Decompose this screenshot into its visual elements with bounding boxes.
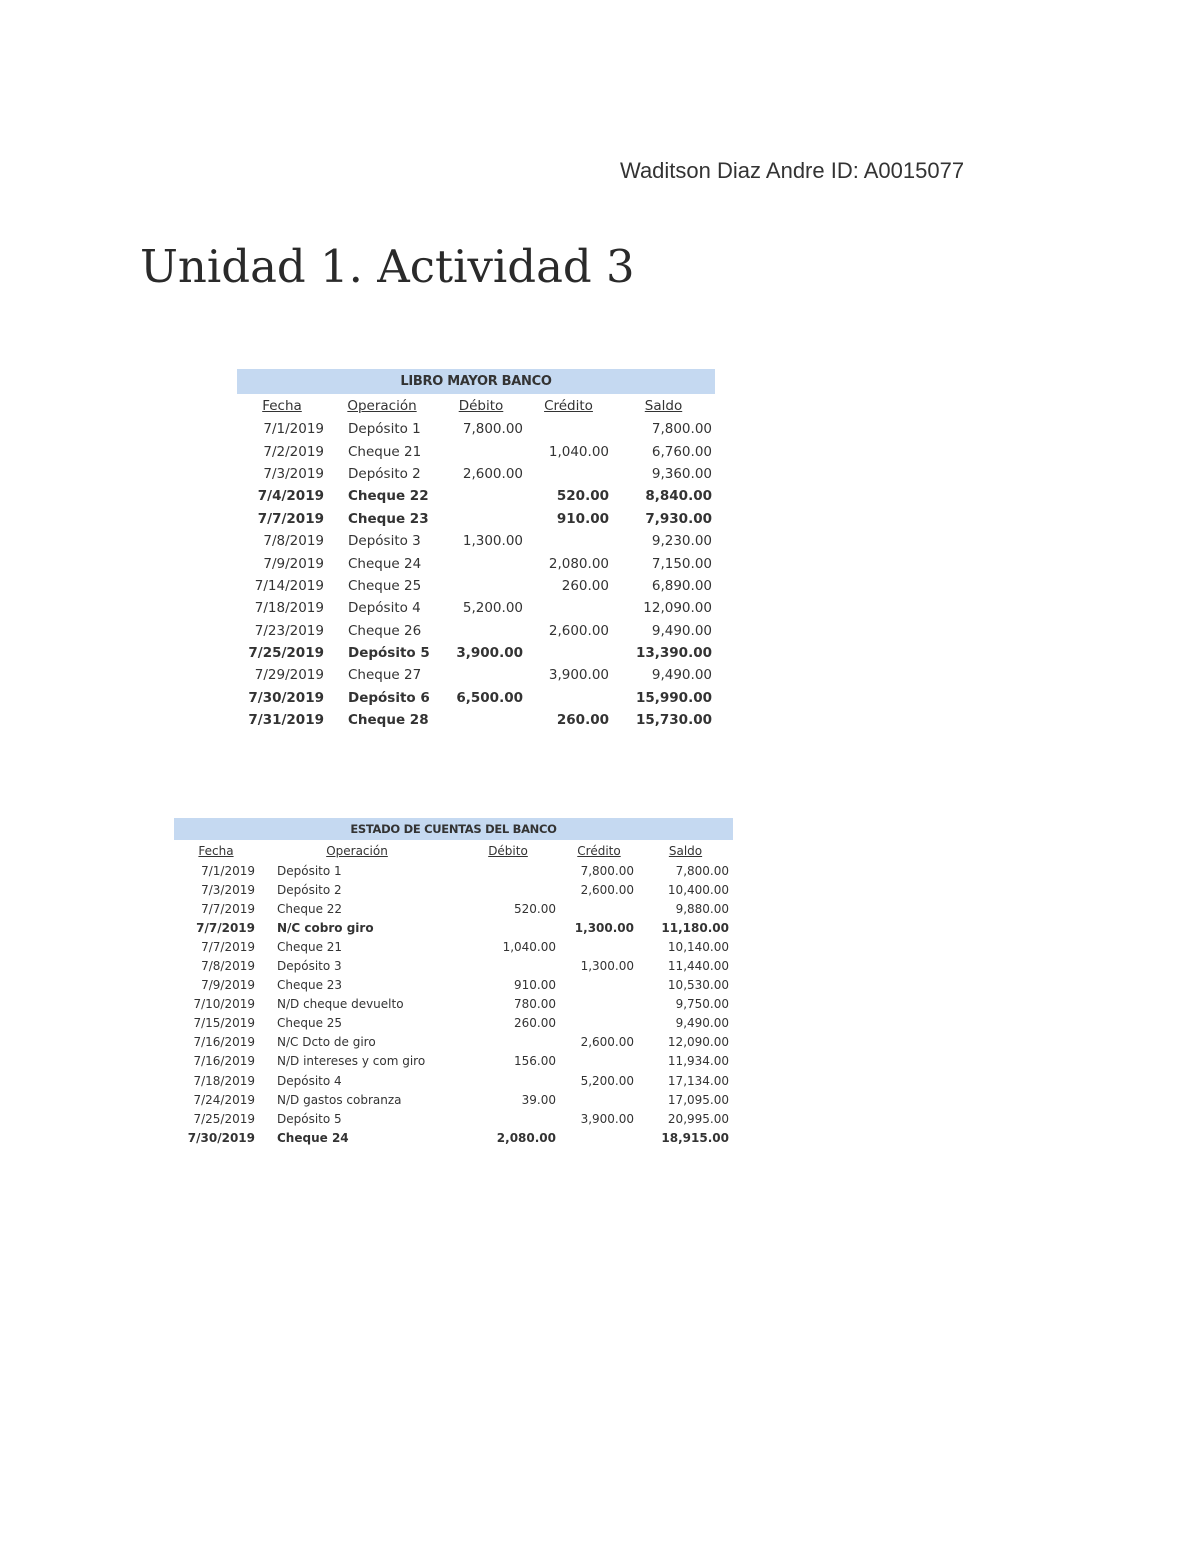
credit-cell: 1,300.00 — [574, 920, 634, 935]
table-row — [237, 620, 715, 642]
date-cell: 7/30/2019 — [187, 1130, 255, 1145]
debit-cell — [437, 508, 525, 530]
credit-cell — [560, 899, 638, 918]
table-row — [174, 1090, 733, 1109]
balance-cell: 10,140.00 — [667, 939, 729, 954]
balance-cell: 11,180.00 — [661, 920, 729, 935]
date-cell: 7/1/2019 — [201, 863, 255, 878]
operation-cell: Cheque 24 — [277, 1130, 349, 1145]
debit-cell — [437, 440, 525, 462]
date-cell: 7/18/2019 — [254, 600, 324, 617]
credit-cell — [525, 530, 612, 552]
table-row — [237, 709, 715, 731]
credit-cell — [525, 597, 612, 619]
operation-cell: Cheque 28 — [348, 712, 429, 729]
date-cell: 7/16/2019 — [193, 1054, 255, 1069]
operation-cell: N/D gastos cobranza — [277, 1092, 402, 1107]
table-row — [237, 597, 715, 619]
credit-cell — [560, 937, 638, 956]
debit-cell — [437, 620, 525, 642]
column-header-fecha: Fecha — [198, 843, 234, 858]
debit-cell — [456, 1071, 560, 1090]
date-cell: 7/2/2019 — [263, 443, 324, 460]
balance-cell: 11,934.00 — [667, 1054, 729, 1069]
operation-cell: Cheque 27 — [348, 667, 422, 684]
date-cell: 7/24/2019 — [193, 1092, 255, 1107]
balance-cell: 18,915.00 — [661, 1130, 729, 1145]
table-row — [237, 687, 715, 709]
date-cell: 7/1/2019 — [263, 421, 324, 438]
debit-cell: 5,200.00 — [462, 600, 523, 617]
debit-cell — [456, 918, 560, 937]
table-row — [174, 861, 733, 880]
debit-cell — [456, 861, 560, 880]
balance-cell: 17,134.00 — [667, 1073, 729, 1088]
credit-cell: 3,900.00 — [580, 1111, 634, 1126]
operation-cell: Cheque 23 — [348, 510, 429, 527]
date-cell: 7/7/2019 — [257, 510, 324, 527]
estado-cuentas-rows — [174, 861, 733, 1147]
balance-cell: 9,230.00 — [651, 533, 712, 550]
operation-cell: Depósito 3 — [348, 533, 421, 550]
debit-cell — [456, 880, 560, 899]
credit-cell: 5,200.00 — [580, 1073, 634, 1088]
credit-cell: 910.00 — [556, 510, 609, 527]
debit-cell — [437, 709, 525, 731]
operation-cell: Cheque 22 — [348, 488, 429, 505]
libro-mayor-rows — [237, 418, 715, 731]
date-cell: 7/31/2019 — [248, 712, 324, 729]
debit-cell: 1,300.00 — [462, 533, 523, 550]
debit-cell — [437, 664, 525, 686]
table-row — [174, 918, 733, 937]
date-cell: 7/25/2019 — [193, 1111, 255, 1126]
table-row — [174, 995, 733, 1014]
credit-cell: 2,600.00 — [580, 882, 634, 897]
balance-cell: 12,090.00 — [667, 1035, 729, 1050]
column-header-credito: Crédito — [544, 398, 593, 414]
operation-cell: Depósito 2 — [348, 465, 421, 482]
credit-cell: 520.00 — [556, 488, 609, 505]
operation-cell: Depósito 1 — [277, 863, 342, 878]
operation-cell: Cheque 23 — [277, 978, 343, 993]
operation-cell: Depósito 6 — [348, 689, 430, 706]
credit-cell — [525, 687, 612, 709]
date-cell: 7/7/2019 — [201, 939, 255, 954]
date-cell: 7/3/2019 — [201, 882, 255, 897]
operation-cell: Cheque 26 — [348, 622, 422, 639]
table-row — [174, 1014, 733, 1033]
balance-cell: 10,530.00 — [667, 978, 729, 993]
debit-cell — [456, 956, 560, 975]
balance-cell: 15,730.00 — [635, 712, 712, 729]
table-row — [237, 530, 715, 552]
balance-cell: 11,440.00 — [667, 959, 729, 974]
balance-cell: 9,750.00 — [675, 997, 729, 1012]
operation-cell: N/D cheque devuelto — [277, 997, 404, 1012]
operation-cell: N/D intereses y com giro — [277, 1054, 426, 1069]
table-row — [237, 418, 715, 440]
column-header-credito: Crédito — [577, 843, 621, 858]
operation-cell: Depósito 4 — [348, 600, 421, 617]
operation-cell: Cheque 25 — [348, 577, 422, 594]
balance-cell: 15,990.00 — [635, 689, 712, 706]
table-row — [237, 440, 715, 462]
debit-cell: 6,500.00 — [456, 689, 523, 706]
credit-cell — [560, 1014, 638, 1033]
debit-cell: 39.00 — [521, 1092, 556, 1107]
date-cell: 7/8/2019 — [263, 533, 324, 550]
debit-cell: 156.00 — [514, 1054, 556, 1069]
libro-mayor-table — [237, 369, 715, 731]
column-header-operacion: Operación — [347, 398, 417, 414]
balance-cell: 20,995.00 — [667, 1111, 729, 1126]
credit-cell: 2,600.00 — [580, 1035, 634, 1050]
operation-cell: N/C cobro giro — [277, 920, 374, 935]
credit-cell: 7,800.00 — [580, 863, 634, 878]
balance-cell: 7,800.00 — [651, 421, 712, 438]
table-row — [174, 956, 733, 975]
table-row — [174, 1128, 733, 1147]
credit-cell — [560, 976, 638, 995]
date-cell: 7/9/2019 — [263, 555, 324, 572]
date-cell: 7/3/2019 — [263, 465, 324, 482]
date-cell: 7/23/2019 — [254, 622, 324, 639]
balance-cell: 6,890.00 — [651, 577, 712, 594]
date-cell: 7/7/2019 — [201, 901, 255, 916]
operation-cell: Cheque 25 — [277, 1016, 343, 1031]
credit-cell: 1,300.00 — [580, 959, 634, 974]
debit-cell: 2,600.00 — [462, 465, 523, 482]
credit-cell: 260.00 — [561, 577, 609, 594]
operation-cell: Cheque 21 — [277, 939, 343, 954]
operation-cell: Depósito 3 — [277, 959, 342, 974]
balance-cell: 8,840.00 — [645, 488, 712, 505]
debit-cell — [456, 1033, 560, 1052]
date-cell: 7/9/2019 — [201, 978, 255, 993]
credit-cell — [560, 995, 638, 1014]
column-header-fecha: Fecha — [262, 398, 302, 414]
operation-cell: Cheque 21 — [348, 443, 422, 460]
operation-cell: Depósito 4 — [277, 1073, 342, 1088]
author-id-line: Waditson Diaz Andre ID: A0015077 — [620, 158, 965, 183]
table-row — [174, 880, 733, 899]
operation-cell: N/C Dcto de giro — [277, 1035, 376, 1050]
date-cell: 7/14/2019 — [254, 577, 324, 594]
operation-cell: Depósito 5 — [348, 645, 430, 662]
debit-cell — [456, 1109, 560, 1128]
operation-cell: Depósito 5 — [277, 1111, 342, 1126]
balance-cell: 13,390.00 — [635, 645, 712, 662]
debit-cell: 910.00 — [514, 978, 556, 993]
balance-cell: 9,490.00 — [675, 1016, 729, 1031]
date-cell: 7/7/2019 — [196, 920, 255, 935]
table-row — [237, 575, 715, 597]
credit-cell: 2,080.00 — [548, 555, 609, 572]
table-row — [237, 463, 715, 485]
credit-cell: 1,040.00 — [548, 443, 609, 460]
estado-cuentas-table — [174, 818, 733, 1147]
debit-cell — [437, 485, 525, 507]
column-header-debito: Débito — [458, 398, 504, 414]
balance-cell: 10,400.00 — [667, 882, 729, 897]
table-row — [237, 642, 715, 664]
table-row — [237, 552, 715, 574]
date-cell: 7/4/2019 — [257, 488, 324, 505]
balance-cell: 7,930.00 — [645, 510, 712, 527]
debit-cell: 520.00 — [514, 901, 556, 916]
operation-cell: Cheque 24 — [348, 555, 422, 572]
column-header-debito: Débito — [488, 843, 528, 858]
debit-cell — [437, 575, 525, 597]
balance-cell: 7,800.00 — [675, 863, 729, 878]
debit-cell: 3,900.00 — [456, 645, 523, 662]
date-cell: 7/10/2019 — [193, 997, 255, 1012]
debit-cell: 2,080.00 — [496, 1130, 556, 1145]
debit-cell: 7,800.00 — [462, 421, 523, 438]
operation-cell: Depósito 2 — [277, 882, 342, 897]
libro-mayor-title: LIBRO MAYOR BANCO — [237, 369, 715, 394]
column-header-saldo: Saldo — [644, 398, 683, 414]
table-row — [237, 664, 715, 686]
table-row — [174, 1109, 733, 1128]
table-row — [174, 899, 733, 918]
date-cell: 7/30/2019 — [248, 689, 324, 706]
date-cell: 7/29/2019 — [254, 667, 324, 684]
debit-cell: 260.00 — [514, 1016, 556, 1031]
credit-cell — [560, 1128, 638, 1147]
balance-cell: 17,095.00 — [667, 1092, 729, 1107]
operation-cell: Cheque 22 — [277, 901, 343, 916]
date-cell: 7/15/2019 — [193, 1016, 255, 1031]
balance-cell: 9,360.00 — [651, 465, 712, 482]
date-cell: 7/18/2019 — [193, 1073, 255, 1088]
table-row — [174, 1033, 733, 1052]
debit-cell — [437, 552, 525, 574]
credit-cell — [560, 1052, 638, 1071]
credit-cell: 3,900.00 — [548, 667, 609, 684]
credit-cell: 2,600.00 — [548, 622, 609, 639]
balance-cell: 12,090.00 — [643, 600, 712, 617]
table-row — [237, 508, 715, 530]
debit-cell: 1,040.00 — [502, 939, 556, 954]
debit-cell: 780.00 — [514, 997, 556, 1012]
table-row — [174, 1052, 733, 1071]
credit-cell — [525, 642, 612, 664]
column-header-operacion: Operación — [326, 843, 388, 858]
document-title: Unidad 1. Actividad 3 — [140, 240, 635, 293]
balance-cell: 6,760.00 — [651, 443, 712, 460]
balance-cell: 9,880.00 — [675, 901, 729, 916]
table-row — [174, 1071, 733, 1090]
credit-cell — [525, 418, 612, 440]
balance-cell: 9,490.00 — [651, 667, 712, 684]
operation-cell: Depósito 1 — [348, 421, 421, 438]
balance-cell: 7,150.00 — [651, 555, 712, 572]
credit-cell — [560, 1090, 638, 1109]
column-header-saldo: Saldo — [668, 843, 703, 858]
table-row — [174, 976, 733, 995]
estado-cuentas-title: ESTADO DE CUENTAS DEL BANCO — [174, 818, 733, 840]
date-cell: 7/8/2019 — [201, 959, 255, 974]
date-cell: 7/16/2019 — [193, 1035, 255, 1050]
balance-cell: 9,490.00 — [651, 622, 712, 639]
table-row — [174, 937, 733, 956]
credit-cell — [525, 463, 612, 485]
date-cell: 7/25/2019 — [248, 645, 324, 662]
credit-cell: 260.00 — [556, 712, 609, 729]
table-row — [237, 485, 715, 507]
